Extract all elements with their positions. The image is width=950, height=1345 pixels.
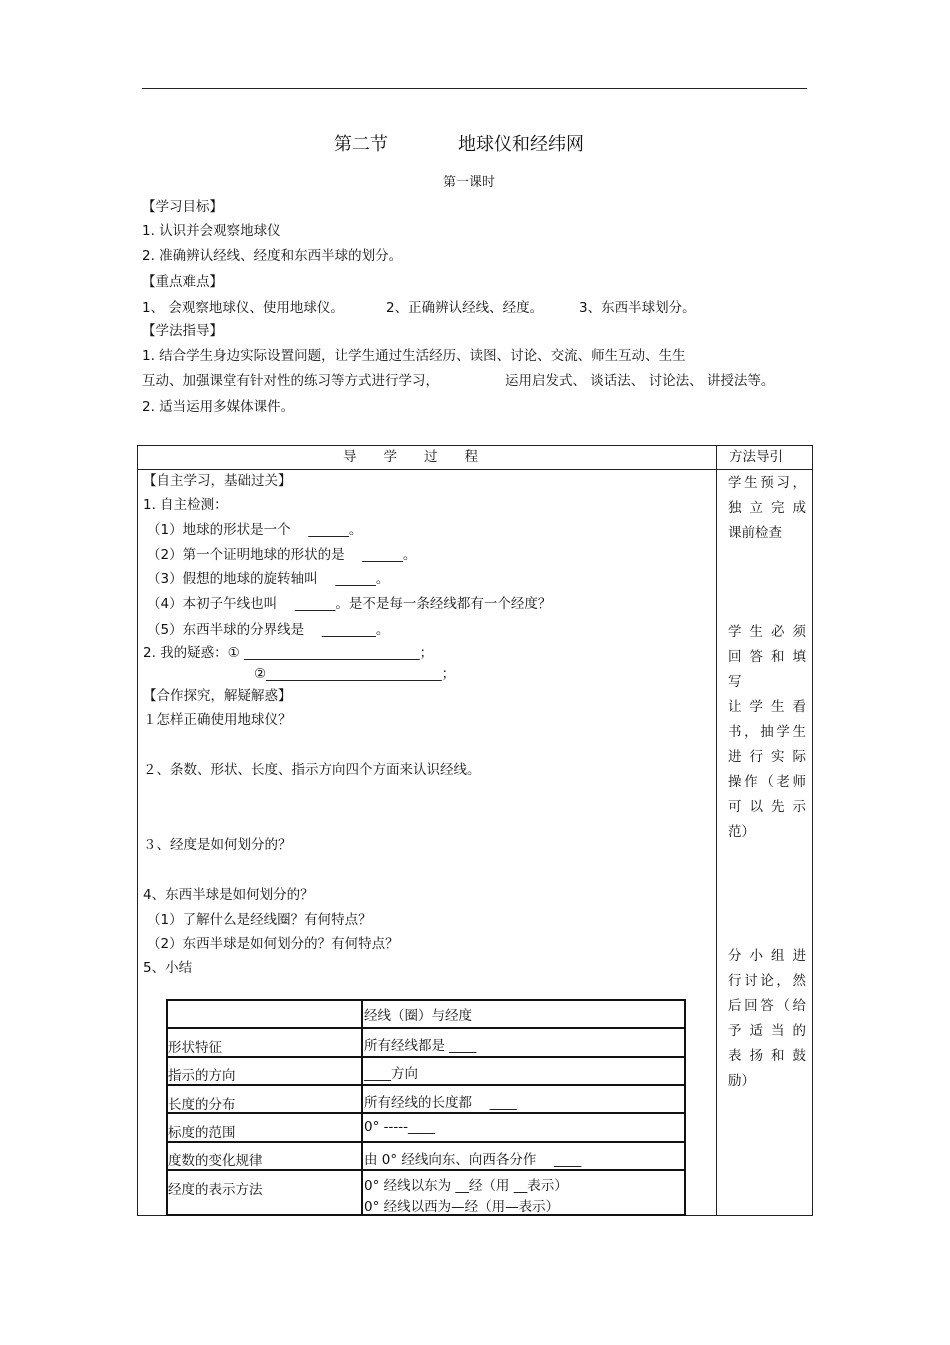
column-header-process: 导 学 过 程 <box>343 449 478 465</box>
summary-value: ____方向 <box>364 1066 418 1082</box>
guide-line: 学生预习， <box>728 475 806 491</box>
lesson-subtitle: 第一课时 <box>443 175 496 190</box>
section-title-topic: 地球仪和经纬网 <box>458 134 584 155</box>
summary-value: 0° 经线以西为—经（用—表示） <box>364 1199 560 1215</box>
objective-item-2: 2. 准确辨认经线、经度和东西半球的划分。 <box>142 248 403 264</box>
guide-line: 表扬和鼓 <box>728 1048 806 1064</box>
guide-line: 范） <box>728 824 755 840</box>
doubt-1: 2. 我的疑惑：① __________________________； <box>143 645 434 661</box>
guide-line: 后回答（给 <box>728 998 806 1014</box>
question-4: （4）本初子午线也叫 ______。是不是每一条经线都有一个经度？ <box>147 596 552 612</box>
guide-line: 行讨论，然 <box>728 973 806 989</box>
summary-label: 经度的表示方法 <box>168 1182 263 1198</box>
question-5: （5）东西半球的分界线是 ________。 <box>147 622 390 638</box>
guide-line: 课前检查 <box>728 525 782 541</box>
summary-value: 所有经线都是 ____ <box>364 1038 477 1054</box>
methods-line-1: 1. 结合学生身边实际设置问题，让学生通过生活经历、读图、讨论、交流、师生互动、生生 <box>142 348 686 364</box>
guide-line: 让学生看 <box>728 699 806 715</box>
table-column-divider <box>716 445 717 1216</box>
objective-item-1: 1. 认识并会观察地球仪 <box>142 223 281 239</box>
summary-label: 5、小结 <box>143 960 193 976</box>
question-2: （2）第一个证明地球的形状的是 ______。 <box>147 547 417 563</box>
summary-row-divider <box>166 1169 686 1171</box>
summary-label: 形状特征 <box>168 1040 222 1056</box>
keypoint-item-3: 3、东西半球划分。 <box>579 300 696 316</box>
problem-1: １怎样正确使用地球仪？ <box>143 712 292 728</box>
column-header-method: 方法导引 <box>729 449 783 465</box>
guide-group-3 <box>728 944 806 1094</box>
header-rule <box>142 88 807 89</box>
table-header-divider <box>137 469 813 470</box>
summary-value: 0° -----____ <box>364 1119 435 1135</box>
methods-heading: 【学法指导】 <box>142 323 223 339</box>
summary-label: 长度的分布 <box>168 1097 236 1113</box>
question-1: （1）地球的形状是一个 ______。 <box>147 522 363 538</box>
guide-line: 学生必须 <box>728 624 806 640</box>
guide-line: 分小组进 <box>728 948 806 964</box>
question-3: （3）假想的地球的旋转轴叫 ______。 <box>147 571 390 587</box>
problem-4: 4、东西半球是如何划分的？ <box>143 887 314 903</box>
problem-2: ２、条数、形状、长度、指示方向四个方面来认识经线。 <box>143 762 481 778</box>
methods-line-3: 2. 适当运用多媒体课件。 <box>142 399 295 415</box>
self-check-label: 1. 自主检测： <box>143 497 228 513</box>
guide-line: 独立完成 <box>728 500 806 516</box>
objectives-heading: 【学习目标】 <box>142 199 223 215</box>
guide-line: 书，抽学生 <box>728 724 806 740</box>
explore-heading: 【合作探究，解疑解惑】 <box>143 688 292 704</box>
self-study-heading: 【自主学习，基础过关】 <box>143 473 292 489</box>
guide-line: 励） <box>728 1073 755 1089</box>
summary-label: 度数的变化规律 <box>168 1153 263 1169</box>
guide-line: 可以先示 <box>728 799 806 815</box>
summary-value: 由 0° 经线向东、向西各分作 ____ <box>364 1152 582 1168</box>
summary-row-divider <box>166 1084 686 1086</box>
methods-line-2a: 互动、加强课堂有针对性的练习等方式进行学习， <box>142 373 439 389</box>
summary-row-divider <box>166 1056 686 1058</box>
guide-group-1 <box>728 471 806 546</box>
summary-row-divider <box>166 1141 686 1143</box>
summary-header: 经线（圈）与经度 <box>364 1008 472 1024</box>
guide-line: 予适当的 <box>728 1023 806 1039</box>
summary-label: 指示的方向 <box>168 1068 236 1084</box>
methods-line-2b: 运用启发式、 谈话法、 讨论法、 讲授法等。 <box>505 373 775 389</box>
summary-value: 所有经线的长度都 ____ <box>364 1095 517 1111</box>
keypoints-heading: 【重点难点】 <box>142 274 223 290</box>
summary-row-divider <box>166 1112 686 1114</box>
keypoint-item-1: 1、 会观察地球仪、使用地球仪。 <box>142 300 344 316</box>
guide-line: 进行实际 <box>728 749 806 765</box>
summary-label: 标度的范围 <box>168 1125 236 1141</box>
problem-4a: （1）了解什么是经线圈？有何特点？ <box>147 912 372 928</box>
guide-group-2 <box>728 620 806 845</box>
problem-3: ３、经度是如何划分的？ <box>143 837 292 853</box>
summary-row-divider <box>166 1027 686 1029</box>
guide-line: 回答和填 <box>728 649 806 665</box>
summary-value: 0° 经线以东为 __经（用 __表示） <box>364 1178 568 1194</box>
section-title-number: 第二节 <box>334 134 388 155</box>
keypoint-item-2: 2、正确辨认经线、经度。 <box>386 300 544 316</box>
summary-table-column-divider <box>361 999 363 1216</box>
guide-line: 操作（老师 <box>728 774 806 790</box>
doubt-2: ②__________________________； <box>254 666 456 682</box>
problem-4b: （2）东西半球是如何划分的？有何特点？ <box>147 936 399 952</box>
guide-line: 写 <box>728 674 742 690</box>
